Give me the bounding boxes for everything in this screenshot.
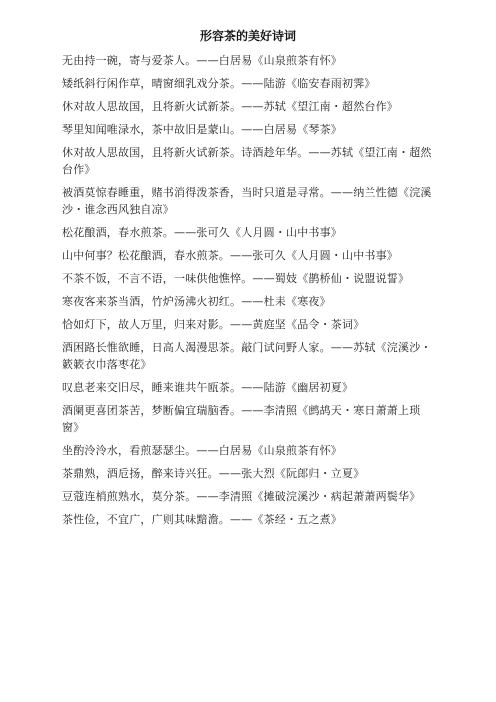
poem-line: 不茶不饭，不言不语，一味供他憔悴。——蜀妓《鹊桥仙・说盟说誓》 — [62, 272, 410, 285]
poem-line: 矮纸斜行闲作草，晴窗细乳戏分茶。——陆游《临安春雨初霁》 — [62, 77, 376, 90]
poem-list — [62, 52, 434, 528]
poem-line: 叹息老来交旧尽，睡来谁共午瓯茶。——陆游《幽居初夏》 — [62, 381, 354, 394]
poem-line: 茶鼎熟，酒卮扬，醉来诗兴狂。——张大烈《阮郎归・立夏》 — [62, 467, 365, 480]
poem-line: 豆蔻连梢煎熟水，莫分茶。——李清照《摊破浣溪沙・病起萧萧两鬓华》 — [62, 490, 421, 503]
poem-line: 山中何事？松花酿酒，春水煎茶。——张可久《人月圆・山中书事》 — [62, 249, 398, 262]
poem-line: 被酒莫惊春睡重，赌书消得泼茶香，当时只道是寻常。——纳兰性德《浣溪沙・谁念西风独自凉》 — [62, 186, 432, 216]
poem-line: 酒困路长惟欲睡，日高人渴漫思茶。敲门试问野人家。——苏轼《浣溪沙・簌簌衣巾落枣花》 — [62, 341, 432, 371]
poem-line: 寒夜客来茶当酒，竹炉汤沸火初红。——杜耒《寒夜》 — [62, 295, 331, 308]
document-title: 形容茶的美好诗词 — [199, 29, 296, 43]
poem-line: 酒阑更喜团茶苦，梦断偏宜瑞脑香。——李清照《鹧鸪天・寒日萧萧上琐窗》 — [62, 404, 421, 434]
poem-line: 茶性俭，不宜广，广则其味黯澹。——《茶经・五之煮》 — [62, 513, 342, 526]
poem-line: 恰如灯下，故人万里，归来对影。——黄庭坚《品令・茶词》 — [62, 318, 365, 331]
poem-line: 无由持一碗，寄与爱茶人。——白居易《山泉煎茶有怀》 — [62, 54, 342, 67]
poem-line: 琴里知闻唯渌水，茶中故旧是蒙山。——白居易《琴茶》 — [62, 123, 342, 136]
poem-line: 休对故人思故国，且将新火试新茶。诗酒趁年华。——苏轼《望江南・超然台作》 — [62, 146, 432, 176]
poem-line: 坐酌泠泠水，看煎瑟瑟尘。——白居易《山泉煎茶有怀》 — [62, 444, 342, 457]
document-page — [62, 28, 434, 534]
poem-line: 松花酿酒，春水煎茶。——张可久《人月圆・山中书事》 — [62, 226, 342, 239]
poem-line: 休对故人思故国，且将新火试新茶。——苏轼《望江南・超然台作》 — [62, 100, 398, 113]
